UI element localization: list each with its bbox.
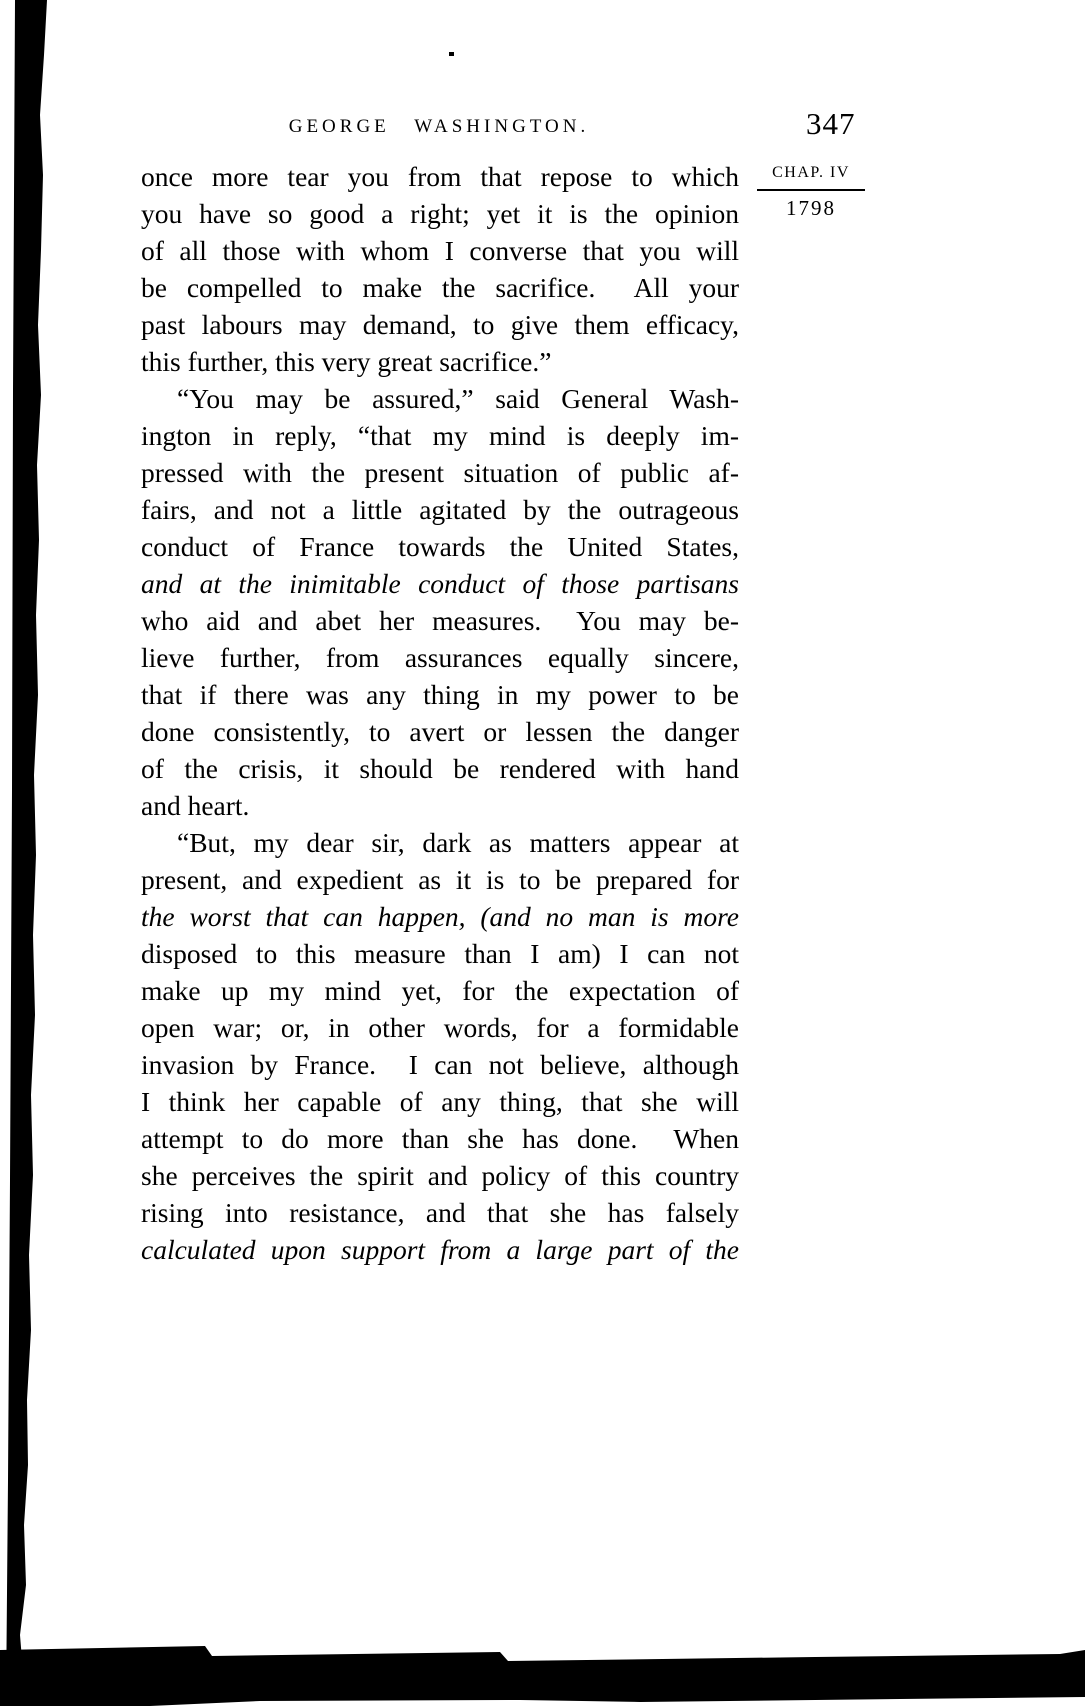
- sidenote: [753, 164, 869, 221]
- text-line: invasion by France. I can not believe, although: [141, 1049, 739, 1080]
- text-line: she perceives the spirit and policy of this country: [141, 1160, 739, 1191]
- text-line: fairs, and not a little agitated by the outrageous: [141, 494, 739, 525]
- text-line: “But, my dear sir, dark as matters appear at: [177, 827, 739, 858]
- text-line: who aid and abet her measures. You may be-: [141, 605, 739, 636]
- text-line: present, and expedient as it is to be prepared for: [141, 864, 739, 895]
- page-number: 347: [806, 106, 856, 141]
- text-line: open war; or, in other words, for a formidable: [141, 1012, 739, 1043]
- body-text: [141, 158, 739, 1268]
- text-line: past labours may demand, to give them efficacy,: [141, 309, 739, 340]
- text-line: and at the inimitable conduct of those partisans: [141, 568, 739, 599]
- scan-speck: [449, 52, 454, 56]
- text-line: be compelled to make the sacrifice. All your: [141, 272, 739, 303]
- bottom-scan-band: [0, 1646, 1085, 1706]
- text-line: conduct of France towards the United States,: [141, 531, 739, 562]
- text-line: disposed to this measure than I am) I can not: [141, 938, 739, 969]
- text-line: of all those with whom I converse that you will: [141, 235, 739, 266]
- text-line: make up my mind yet, for the expectation of: [141, 975, 739, 1006]
- text-line: pressed with the present situation of public af-: [141, 457, 739, 488]
- text-line: the worst that can happen, (and no man is more: [141, 901, 739, 932]
- text-line: lieve further, from assurances equally sincere,: [141, 642, 739, 673]
- text-line: done consistently, to avert or lessen the danger: [141, 716, 739, 747]
- text-line: ington in reply, “that my mind is deeply im-: [141, 420, 739, 451]
- binding-edge-strip: [6, 0, 47, 1706]
- text-line: I think her capable of any thing, that she will: [141, 1086, 739, 1117]
- running-head: GEORGE WASHINGTON.: [288, 116, 590, 137]
- text-line: attempt to do more than she has done. When: [141, 1123, 739, 1154]
- text-line: “You may be assured,” said General Wash-: [177, 383, 739, 414]
- text-line: that if there was any thing in my power to be: [141, 679, 739, 710]
- sidenote-rule: [757, 189, 865, 191]
- text-line: and heart.: [141, 790, 250, 821]
- sidenote-year: 1798: [786, 196, 836, 220]
- text-line: of the crisis, it should be rendered with hand: [141, 753, 739, 784]
- text-line: this further, this very great sacrifice.”: [141, 346, 552, 377]
- text-line: you have so good a right; yet it is the opinion: [141, 198, 739, 229]
- text-line: calculated upon support from a large part of the: [141, 1234, 739, 1265]
- text-line: once more tear you from that repose to which: [141, 161, 739, 192]
- text-line: rising into resistance, and that she has falsely: [141, 1197, 739, 1228]
- sidenote-chapter: CHAP. IV: [772, 164, 850, 181]
